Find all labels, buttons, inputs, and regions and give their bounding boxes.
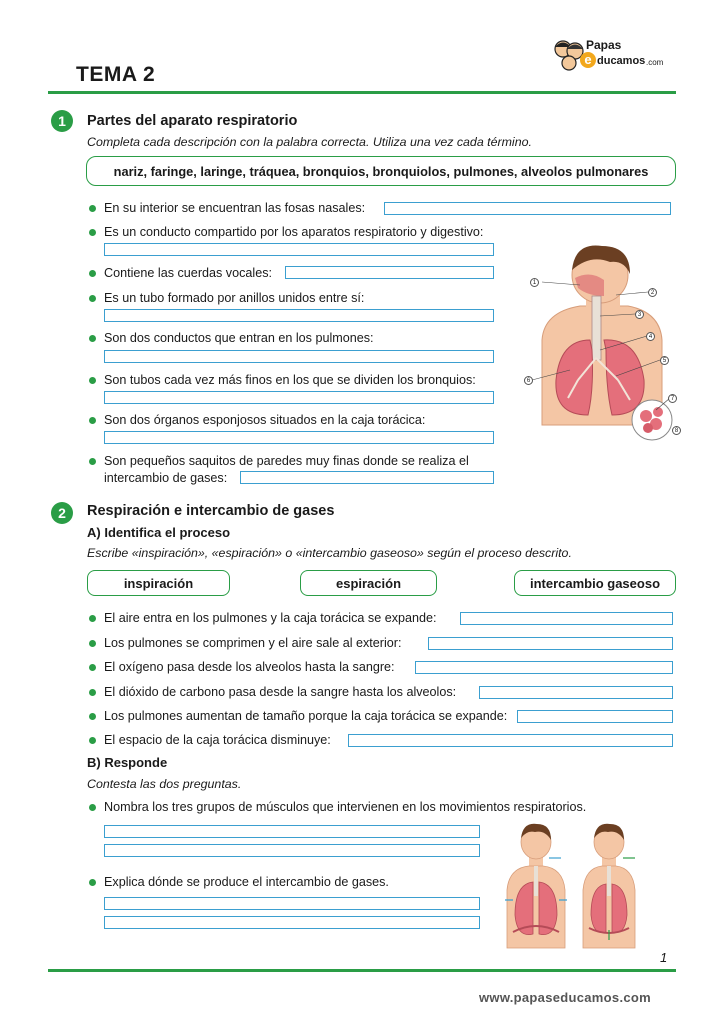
bullet [89,737,96,744]
logo-educamos: ducamos [597,55,646,67]
breathing-illustration [505,820,650,950]
bullet [89,417,96,424]
page-title: TEMA 2 [76,63,156,86]
s2a-item-1: El aire entra en los pulmones y la caja torácica se expande: [104,611,437,625]
s2b-answer-2b[interactable] [104,916,480,929]
bullet [89,458,96,465]
word-bank [86,156,676,186]
s1-answer-8[interactable] [240,471,494,484]
bullet [89,377,96,384]
logo-papas: Papas [586,38,622,52]
diagram-label: 2 [648,288,657,297]
s2a-item-5: Los pulmones aumentan de tamaño porque la caja torácica se expande: [104,709,508,723]
diagram-label: 4 [646,332,655,341]
section-title-1: Partes del aparato respiratorio [87,113,298,129]
s1-answer-3[interactable] [285,266,494,279]
s2a-answer-6[interactable] [348,734,673,747]
s2a-item-4: El dióxido de carbono pasa desde la sangre hasta los alveolos: [104,685,457,699]
bullet [89,713,96,720]
s2b-question-1: Nombra los tres grupos de músculos que intervienen en los movimientos respiratorios. [104,800,587,814]
s1-item-6: Son tubos cada vez más finos en los que se dividen los bronquios: [104,373,476,387]
s2a-answer-3[interactable] [415,661,673,674]
bullet [89,615,96,622]
word-bank-text: nariz, faringe, laringe, tráquea, bronquios, bronquiolos, pulmones, alveolos pulmonares [113,163,649,179]
s2b-answer-2a[interactable] [104,897,480,910]
option-inspiracion: inspiración [87,570,230,596]
s1-item-7: Son dos órganos esponjosos situados en la caja torácica: [104,413,426,427]
bullet [89,689,96,696]
s2a-item-6: El espacio de la caja torácica disminuye: [104,733,331,747]
header-divider [48,91,676,94]
s1-answer-5[interactable] [104,350,494,363]
bullet [89,270,96,277]
s1-answer-7[interactable] [104,431,494,444]
option-intercambio-gaseoso: intercambio gaseoso [514,570,676,596]
s1-item-5: Son dos conductos que entran en los pulmones: [104,331,374,345]
part-a-instructions: Escribe «inspiración», «espiración» o «intercambio gaseoso» según el proceso descrito. [87,546,572,560]
section-number-1: 1 [51,110,73,132]
bullet [89,335,96,342]
logo [552,36,672,76]
page-number: 1 [660,950,668,965]
bullet [89,804,96,811]
option-espiracion: espiración [300,570,437,596]
footer-divider [48,969,676,972]
s1-item-8b: intercambio de gases: [104,471,228,485]
s2a-answer-5[interactable] [517,710,673,723]
part-b-instructions: Contesta las dos preguntas. [87,777,242,791]
s1-answer-1[interactable] [384,202,671,215]
s2a-item-2: Los pulmones se comprimen y el aire sale al exterior: [104,636,402,650]
respiratory-system-diagram [520,240,685,445]
section-title-2: Respiración e intercambio de gases [87,503,335,519]
diagram-label: 6 [524,376,533,385]
s1-item-2: Es un conducto compartido por los aparatos respiratorio y digestivo: [104,225,484,239]
s2a-item-3: El oxígeno pasa desde los alveolos hasta la sangre: [104,660,395,674]
s2b-answer-1a[interactable] [104,825,480,838]
bullet [89,879,96,886]
s2b-question-2: Explica dónde se produce el intercambio de gases. [104,875,389,889]
s2a-answer-4[interactable] [479,686,673,699]
section-instructions-1: Completa cada descripción con la palabra correcta. Utiliza una vez cada término. [87,135,532,149]
s1-item-8: Son pequeños saquitos de paredes muy finas donde se realiza el [104,454,469,468]
s1-answer-4[interactable] [104,309,494,322]
diagram-label: 1 [530,278,539,287]
s2a-answer-2[interactable] [428,637,673,650]
bullet [89,205,96,212]
s1-answer-6[interactable] [104,391,494,404]
diagram-label: 7 [668,394,677,403]
s1-item-1: En su interior se encuentran las fosas nasales: [104,201,366,215]
bullet [89,640,96,647]
section-number-2: 2 [51,502,73,524]
part-a-title: A) Identifica el proceso [87,525,231,540]
footer-website[interactable]: www.papaseducamos.com [479,990,651,1005]
bullet [89,229,96,236]
diagram-label: 5 [660,356,669,365]
bullet [89,664,96,671]
diagram-label: 3 [635,310,644,319]
s2b-answer-1b[interactable] [104,844,480,857]
s1-item-3: Contiene las cuerdas vocales: [104,266,273,280]
logo-e: e [580,52,596,68]
diagram-label: 8 [672,426,681,435]
bullet [89,295,96,302]
logo-domain: .com [646,58,664,67]
s1-answer-2[interactable] [104,243,494,256]
s1-item-4: Es un tubo formado por anillos unidos entre sí: [104,291,365,305]
s2a-answer-1[interactable] [460,612,673,625]
part-b-title: B) Responde [87,755,168,770]
